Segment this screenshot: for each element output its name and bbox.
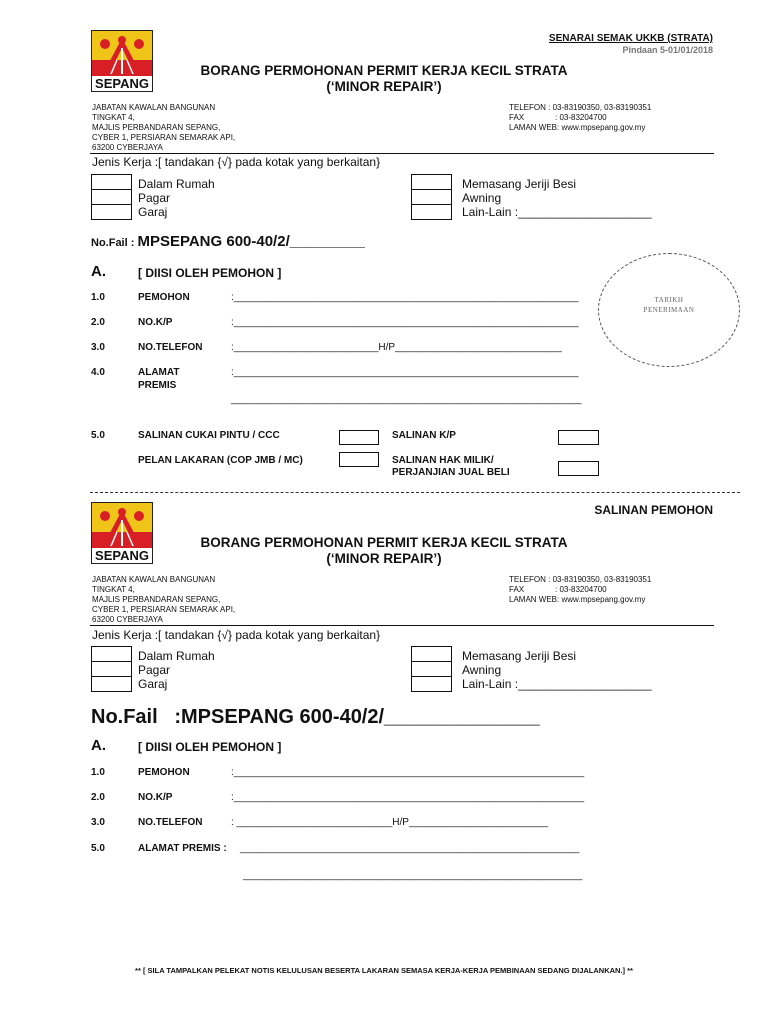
- web-text: LAMAN WEB: www.mpsepang.gov.my: [509, 595, 646, 604]
- field-number: 3.0: [91, 342, 105, 353]
- address-line: CYBER 1, PERSIARAN SEMARAK API,: [92, 133, 236, 142]
- alamat-input[interactable]: _____________________________________________________________: [240, 843, 580, 854]
- alamat-input-line2[interactable]: _____________________________________________________________: [243, 870, 583, 881]
- address-line: TINGKAT 4,: [92, 113, 135, 122]
- checklist-label: SENARAI SEMAK UKKB (STRATA): [548, 33, 713, 44]
- divider: [90, 153, 714, 154]
- file-number-value[interactable]: MPSEPANG 600-40/2/______________: [181, 706, 540, 728]
- contact-block: [509, 103, 651, 133]
- file-number: [91, 705, 540, 729]
- work-type-label: Memasang Jeriji Besi: [462, 649, 577, 663]
- section-letter: A.: [91, 737, 106, 754]
- file-number-value[interactable]: MPSEPANG 600-40/2/_________: [137, 233, 365, 250]
- file-number-label: No.Fail :: [91, 706, 181, 728]
- checkbox-awning[interactable]: [411, 189, 452, 205]
- pemohon-input[interactable]: :_______________________________________________________________: [231, 767, 585, 778]
- alamat-input-line2[interactable]: _______________________________________________________________: [231, 394, 582, 405]
- cut-line: [90, 492, 740, 493]
- checkbox-lain-lain[interactable]: [411, 676, 452, 692]
- checkbox-cukai-pintu[interactable]: [339, 430, 379, 445]
- work-type-label: Dalam Rumah: [138, 177, 215, 191]
- checkbox-awning[interactable]: [411, 661, 452, 677]
- stamp-label: PENERIMAAN: [643, 306, 695, 314]
- section-letter: A.: [91, 263, 106, 280]
- logo-text: SEPANG: [95, 548, 149, 563]
- section-title: [ DIISI OLEH PEMOHON ]: [138, 266, 282, 280]
- form-title: BORANG PERMOHONAN PERMIT KERJA KECIL STRATA: [200, 63, 568, 78]
- lain-lain-field[interactable]: Lain-Lain :____________________: [462, 677, 652, 691]
- footer-notice: ** [ SILA TAMPALKAN PELEKAT NOTIS KELULUSAN BESERTA LAKARAN SEMASA KERJA-KERJA PEMBINAAN SEDANG DIJALANKAN.] **: [135, 966, 633, 975]
- field-label-pemohon: PEMOHON: [138, 292, 190, 303]
- fax-label: FAX: [509, 585, 525, 594]
- checkbox-pelan-lakaran[interactable]: [339, 452, 379, 467]
- copy-label: SALINAN PEMOHON: [594, 503, 713, 517]
- address-block: [92, 575, 235, 625]
- checkbox-garaj[interactable]: [91, 676, 132, 692]
- telefon-input[interactable]: : ____________________________H/P_________________________: [231, 817, 548, 828]
- address-line: 63200 CYBERJAYA: [92, 143, 163, 152]
- field-label-nokp: NO.K/P: [138, 317, 173, 328]
- field-number: 5.0: [91, 843, 105, 854]
- checkbox-garaj[interactable]: [91, 204, 132, 220]
- fax-label: FAX: [509, 113, 525, 122]
- checkbox-dalam-rumah[interactable]: [91, 646, 132, 662]
- checkbox-salinan-kp[interactable]: [558, 430, 599, 445]
- checkbox-lain-lain[interactable]: [411, 204, 452, 220]
- work-type-label: Dalam Rumah: [138, 649, 215, 663]
- field-number: 2.0: [91, 317, 105, 328]
- checkbox-hak-milik[interactable]: [558, 461, 599, 476]
- file-number: [91, 233, 365, 251]
- checkbox-jeriji-besi[interactable]: [411, 174, 452, 190]
- checkbox-dalam-rumah[interactable]: [91, 174, 132, 190]
- contact-block: [509, 575, 651, 605]
- lain-lain-field[interactable]: Lain-Lain :____________________: [462, 205, 652, 219]
- address-line: MAJLIS PERBANDARAN SEPANG,: [92, 123, 221, 132]
- work-type-label: Awning: [462, 191, 502, 205]
- telefon-text: TELEFON : 03-83190350, 03-83190351: [509, 575, 652, 584]
- fax-value: : 03-83204700: [555, 113, 607, 122]
- form-title: BORANG PERMOHONAN PERMIT KERJA KECIL STRATA: [200, 535, 568, 550]
- nokp-input[interactable]: :_______________________________________________________________: [231, 792, 585, 803]
- file-number-label: No.Fail :: [91, 237, 138, 249]
- field-label-premis: PREMIS: [138, 380, 177, 391]
- address-line: MAJLIS PERBANDARAN SEPANG,: [92, 595, 221, 604]
- field-number: 3.0: [91, 817, 105, 828]
- form-subtitle: (‘MINOR REPAIR’): [326, 551, 442, 566]
- doc-label-cukai: SALINAN CUKAI PINTU / CCC: [138, 430, 280, 441]
- field-number: 2.0: [91, 792, 105, 803]
- alamat-input[interactable]: :______________________________________________________________: [231, 367, 579, 378]
- address-line: 63200 CYBERJAYA: [92, 615, 163, 624]
- section-title: [ DIISI OLEH PEMOHON ]: [138, 740, 282, 754]
- revision-label: Pindaan 5-01/01/2018: [622, 45, 713, 55]
- field-number: 5.0: [91, 430, 105, 441]
- stamp-label: TARIKH: [654, 296, 684, 304]
- checkbox-jeriji-besi[interactable]: [411, 646, 452, 662]
- nokp-input[interactable]: :______________________________________________________________: [231, 317, 579, 328]
- field-label-alamat-premis: ALAMAT PREMIS :: [138, 843, 227, 854]
- logo-text: SEPANG: [95, 76, 149, 91]
- divider: [90, 625, 714, 626]
- work-type-label: Pagar: [138, 191, 171, 205]
- address-line: JABATAN KAWALAN BANGUNAN: [92, 575, 216, 584]
- field-label-telefon: NO.TELEFON: [138, 817, 203, 828]
- work-type-label: Memasang Jeriji Besi: [462, 177, 577, 191]
- form-subtitle: (‘MINOR REPAIR’): [326, 79, 442, 94]
- address-line: CYBER 1, PERSIARAN SEMARAK API,: [92, 605, 236, 614]
- doc-label-hakmilik-2: PERJANJIAN JUAL BELI: [392, 467, 510, 478]
- doc-label-pelan: PELAN LAKARAN (COP JMB / MC): [138, 455, 303, 466]
- checkbox-pagar[interactable]: [91, 189, 132, 205]
- work-type-label: Pagar: [138, 663, 171, 677]
- work-type-label: Garaj: [138, 677, 168, 691]
- address-line: JABATAN KAWALAN BANGUNAN: [92, 103, 216, 112]
- telefon-text: TELEFON : 03-83190350, 03-83190351: [509, 103, 652, 112]
- work-type-instruction: Jenis Kerja :[ tandakan {√} pada kotak yang berkaitan}: [92, 628, 381, 642]
- address-block: [92, 103, 235, 153]
- field-number: 1.0: [91, 292, 105, 303]
- pemohon-input[interactable]: :______________________________________________________________: [231, 292, 579, 303]
- fax-value: : 03-83204700: [555, 585, 607, 594]
- web-text: LAMAN WEB: www.mpsepang.gov.my: [509, 123, 646, 132]
- field-label-telefon: NO.TELEFON: [138, 342, 203, 353]
- work-type-label: Garaj: [138, 205, 168, 219]
- address-line: TINGKAT 4,: [92, 585, 135, 594]
- work-type-instruction: Jenis Kerja :[ tandakan {√} pada kotak yang berkaitan}: [92, 155, 381, 169]
- field-label-pemohon: PEMOHON: [138, 767, 190, 778]
- field-number: 1.0: [91, 767, 105, 778]
- field-label-nokp: NO.K/P: [138, 792, 173, 803]
- work-type-label: Awning: [462, 663, 502, 677]
- field-label-alamat: ALAMAT: [138, 367, 180, 378]
- telefon-input[interactable]: :__________________________H/P______________________________: [231, 342, 562, 353]
- doc-label-hakmilik: SALINAN HAK MILIK/: [392, 455, 494, 466]
- doc-label-kp: SALINAN K/P: [392, 430, 456, 441]
- field-number: 4.0: [91, 367, 105, 378]
- checkbox-pagar[interactable]: [91, 661, 132, 677]
